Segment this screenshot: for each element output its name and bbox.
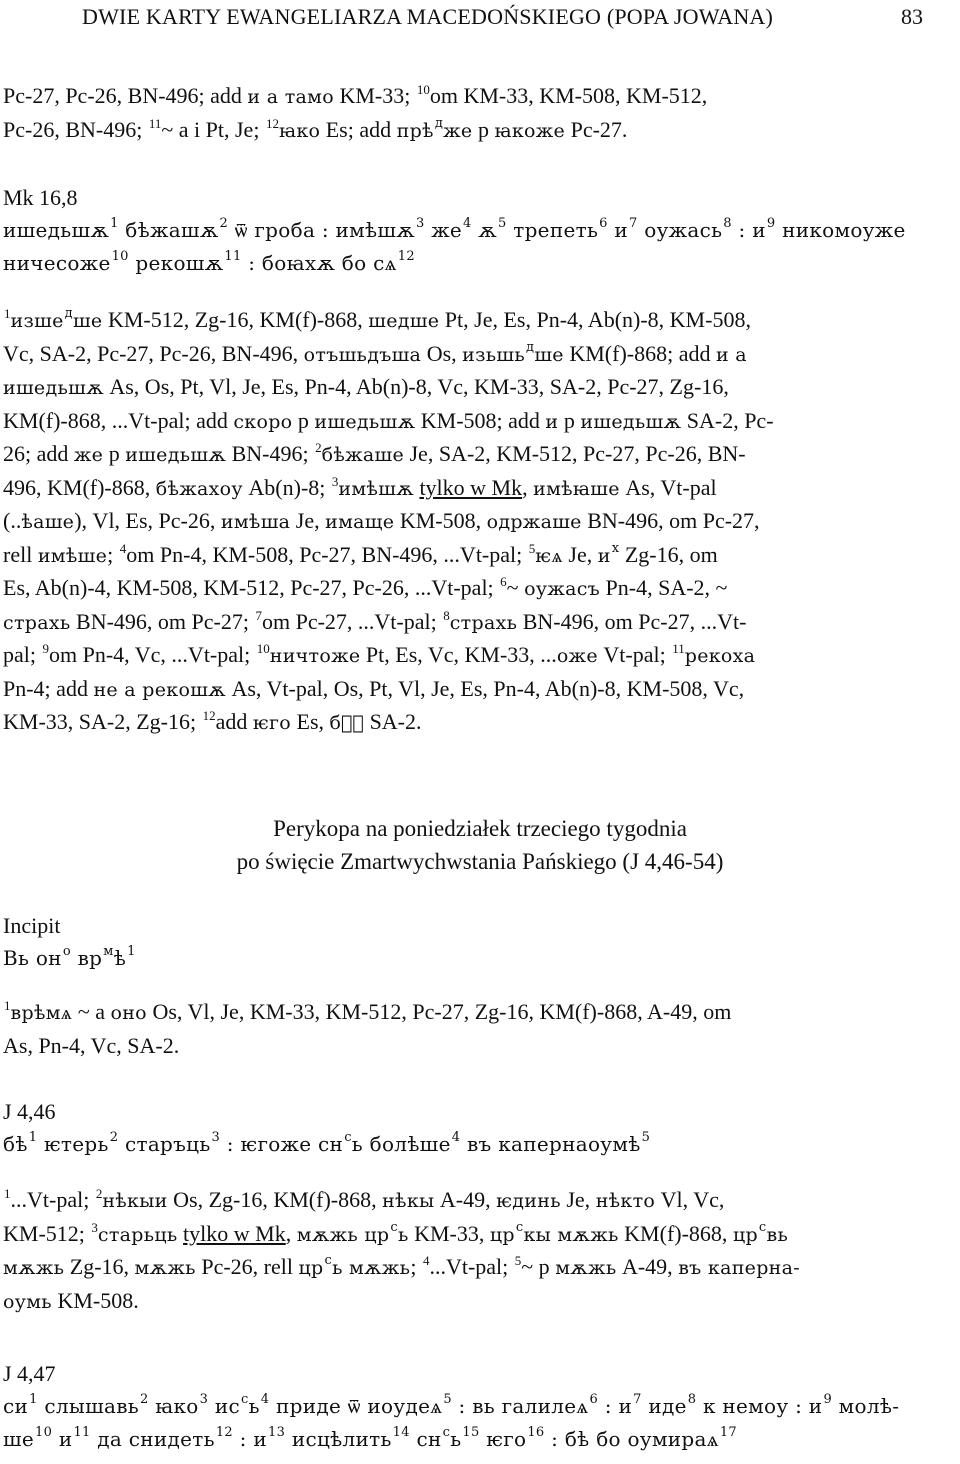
running-title: DWIE KARTY EWANGELIARZA MACEDOŃSKIEGO (POPA JOWANA) bbox=[82, 4, 774, 29]
mk-text: ишедьшѫ$^1$ бѣжашѫ$^2$ ѿ гроба : имѣшѫ$^3$ $же^4$ $ѫ^5$ трепеть$^6$ $и^7$ оужась$^8$ : $и^9$ никомоуже ничесоже$^{10}$ рекошѫ$^{11}$ : боꙗхѫ бо $сѧ^{12}$ bbox=[3, 216, 906, 275]
j446-label: J 4,46 bbox=[3, 1099, 56, 1124]
j447-text: $си^1$ слышавь$^2$ ꙗко$^3$ $ис^сь^4$ приде ѿ иоудеѧ$^5$ : вь галилеѧ$^6$ : $и^7$ иде$^8$ к немоу : $и^9$ молѣ- $ше^{10}$ $и^{11}$ да снидеть$^{12}$ : $и^{13}$ исцѣлить$^{14}$ $сн^сь^{15}$ ѥго$^{16}$ : бѣ бо оумираѧ$^{17}$ bbox=[3, 1392, 900, 1451]
incipit-label: Incipit bbox=[3, 913, 61, 938]
intro-apparatus: Pc-27, Pc-26, BN-496; add и а тамо KM-33; $^{10}$om KM-33, KM-508, KM-512, Pc-26, BN-496; $^{11}$~ a i Pt, Je; $^{12}$ꙗко Es; add прѣ$^д$же р ꙗкоже Pc-27. bbox=[3, 82, 708, 142]
pericope-line-2: po święcie Zmartwychwstania Pańskiego (J 4,46-54) bbox=[236, 849, 724, 874]
pericope-line-1: Perykopa na poniedziałek trzeciego tygodnia bbox=[273, 816, 687, 841]
j447-label: J 4,47 bbox=[3, 1361, 56, 1386]
incipit-apparatus: $^1$врѣмѧ ~ а оно Os, Vl, Je, KM-33, KM-512, Pc-27, Zg-16, KM(f)-868, A-49, om As, Pn-4, Vc, SA-2. bbox=[3, 998, 732, 1058]
page-number: 83 bbox=[901, 4, 923, 29]
incipit-text: Вь $он^о$ $вр^мѣ^1$ bbox=[3, 944, 136, 970]
running-header bbox=[0, 4, 960, 34]
mk-apparatus: $^1$изше$^д$ше KM-512, Zg-16, KM(f)-868, шедше Pt, Je, Es, Pn-4, Ab(n)-8, KM-508, Vc, SA-2, Pc-27, Pc-26, BN-496, отъшьдъша Os, изьшь$^д$ше KM(f)-868; add и а ишедьшѫ As, Os, Pt, Vl, Je, Es, Pn-4, Ab(n)-8, Vc, KM-33, SA-2, Pc-27, Zg-16, KM(f)-868, ...Vt-pal; add скоро р ишедьшѫ KM-508; add и р ишедьшѫ SA-2, Pc- 26; add же р ишедьшѫ BN-496; $^2$бѣжаше Je, SA-2, KM-512, Pc-27, Pc-26, BN- 496, KM(f)-868, бѣжахоу Ab(n)-8; $^3$имѣшѫ tylko w Mk, имѣꙗше As, Vt-pal (..ѣаше), Vl, Es, Pc-26, имѣша Je, имаще KM-508, одржаше BN-496, om Pc-27, rell имѣше; $^4$om Pn-4, KM-508, Pc-27, BN-496, ...Vt-pal; $^5$ѥѧ Je, $и^х$ Zg-16, om Es, Ab(n)-4, KM-508, KM-512, Pc-27, Pc-26, ...Vt-pal; $^6$~ оужасъ Pn-4, SA-2, ~ страхь BN-496, om Pc-27; $^7$om Pc-27, ...Vt-pal; $^8$страхь BN-496, om Pc-27, ...Vt- pal; $^9$om Pn-4, Vc, ...Vt-pal; $^{10}$ничтоже Pt, Es, Vc, KM-33, ...оже Vt-pal; $^{11}$рекоха Pn-4; add не а рекошѫ As, Vt-pal, Os, Pt, Vl, Je, Es, Pn-4, Ab(n)-8, KM-508, Vc, KM-33, SA-2, Zg-16; $^{12}$add ѥго Es, бⷪ҇ SA-2. bbox=[3, 306, 774, 734]
pericope-heading bbox=[0, 812, 960, 878]
j446-text: $бѣ^1$ ѥтерь$^2$ старъць$^3$ : ѥгоже $сн^сь$ болѣше$^4$ въ капернаоумѣ$^5$ bbox=[3, 1130, 651, 1156]
mk-label: Mk 16,8 bbox=[3, 185, 78, 210]
j446-apparatus: $^1$...Vt-pal; $^2$нѣкыи Os, Zg-16, KM(f)-868, нѣкы A-49, ѥдинь Je, нѣкто Vl, Vc, KM-512; $^3$старьць tylko w Mk, мѫжь $цр^сь$ KM-33, $цр^скы$ мѫжь KM(f)-868, $цр^свь$ мѫжь Zg-16, мѫжь Pc-26, rell $цр^сь$ мѫжь; $^4$...Vt-pal; $^5$~ р мѫжь A-49, въ каперна- оумь KM-508. bbox=[3, 1186, 800, 1313]
